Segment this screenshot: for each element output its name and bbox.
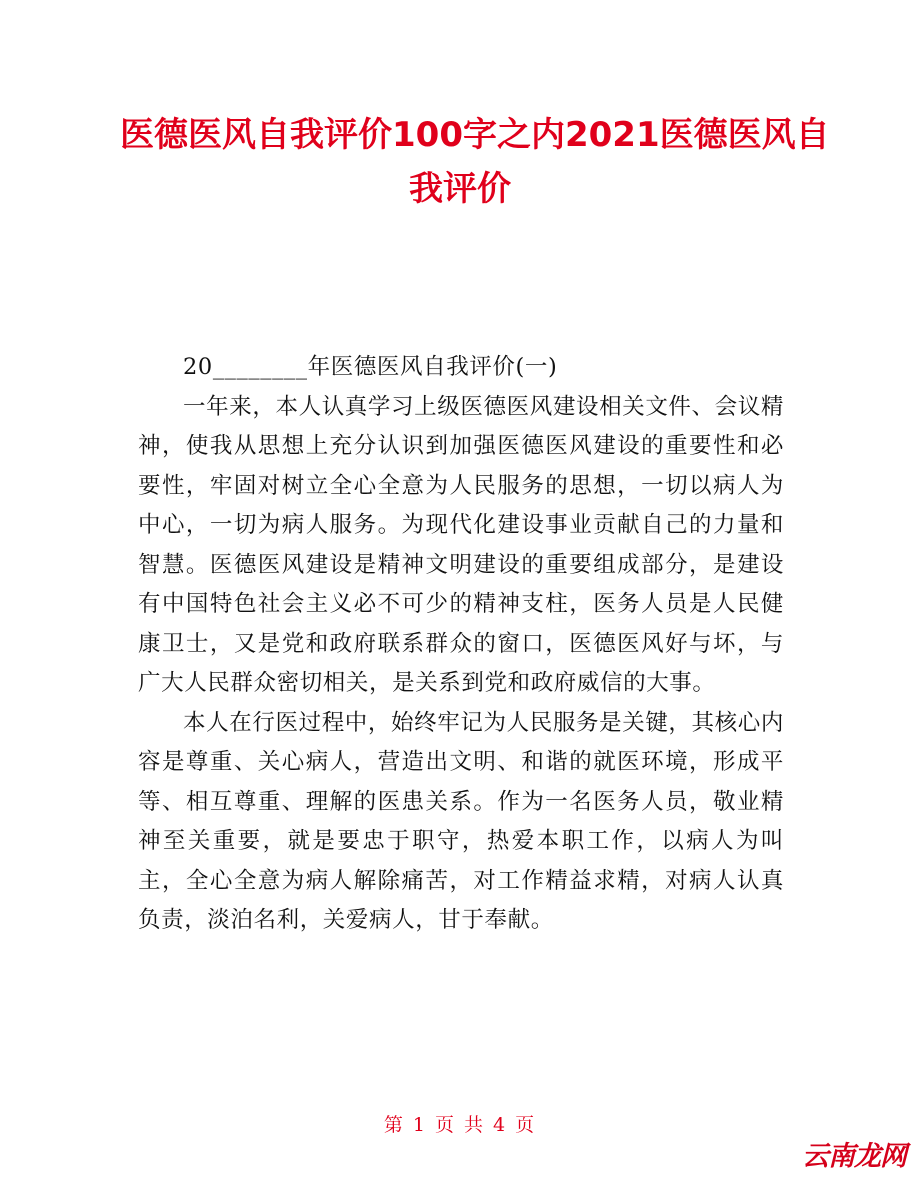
page-footer <box>0 1110 920 1137</box>
title-line-1: 医德医风自我评价100字之内2021医德医风自 <box>120 115 830 155</box>
document-body <box>138 348 784 941</box>
paragraph-1: 一年来，本人认真学习上级医德医风建设相关文件、会议精神，使我从思想上充分认识到加强医德医风建设的重要性和必要性，牢固对树立全心全意为人民服务的思想，一切以病人为中心，一切为病人服务。为现代化建设事业贡献自己的力量和智慧。医德医风建设是精神文明建设的重要组成部分，是建设有中国特色社会主义必不可少的精神支柱，医务人员是人民健康卫士，又是党和政府联系群众的窗口，医德医风好与坏，与广大人民群众密切相关，是关系到党和政府威信的大事。 <box>138 393 784 696</box>
paragraph-2: 本人在行医过程中，始终牢记为人民服务是关键，其核心内容是尊重、关心病人，营造出文明、和谐的就医环境，形成平等、相互尊重、理解的医患关系。作为一名医务人员，敬业精神至关重要，就是要忠于职守，热爱本职工作，以病人为叫主，全心全意为病人解除痛苦，对工作精益求精，对病人认真负责，淡泊名利，关爱病人，甘于奉献。 <box>138 709 784 933</box>
watermark-logo: 云南龙网 <box>798 1137 910 1177</box>
title-line-2: 我评价 <box>409 169 511 209</box>
document-title <box>120 108 830 216</box>
page-number-label: 第 1 页 共 4 页 <box>383 1114 537 1136</box>
section-heading: 20________年医德医风自我评价(一) <box>183 354 558 380</box>
